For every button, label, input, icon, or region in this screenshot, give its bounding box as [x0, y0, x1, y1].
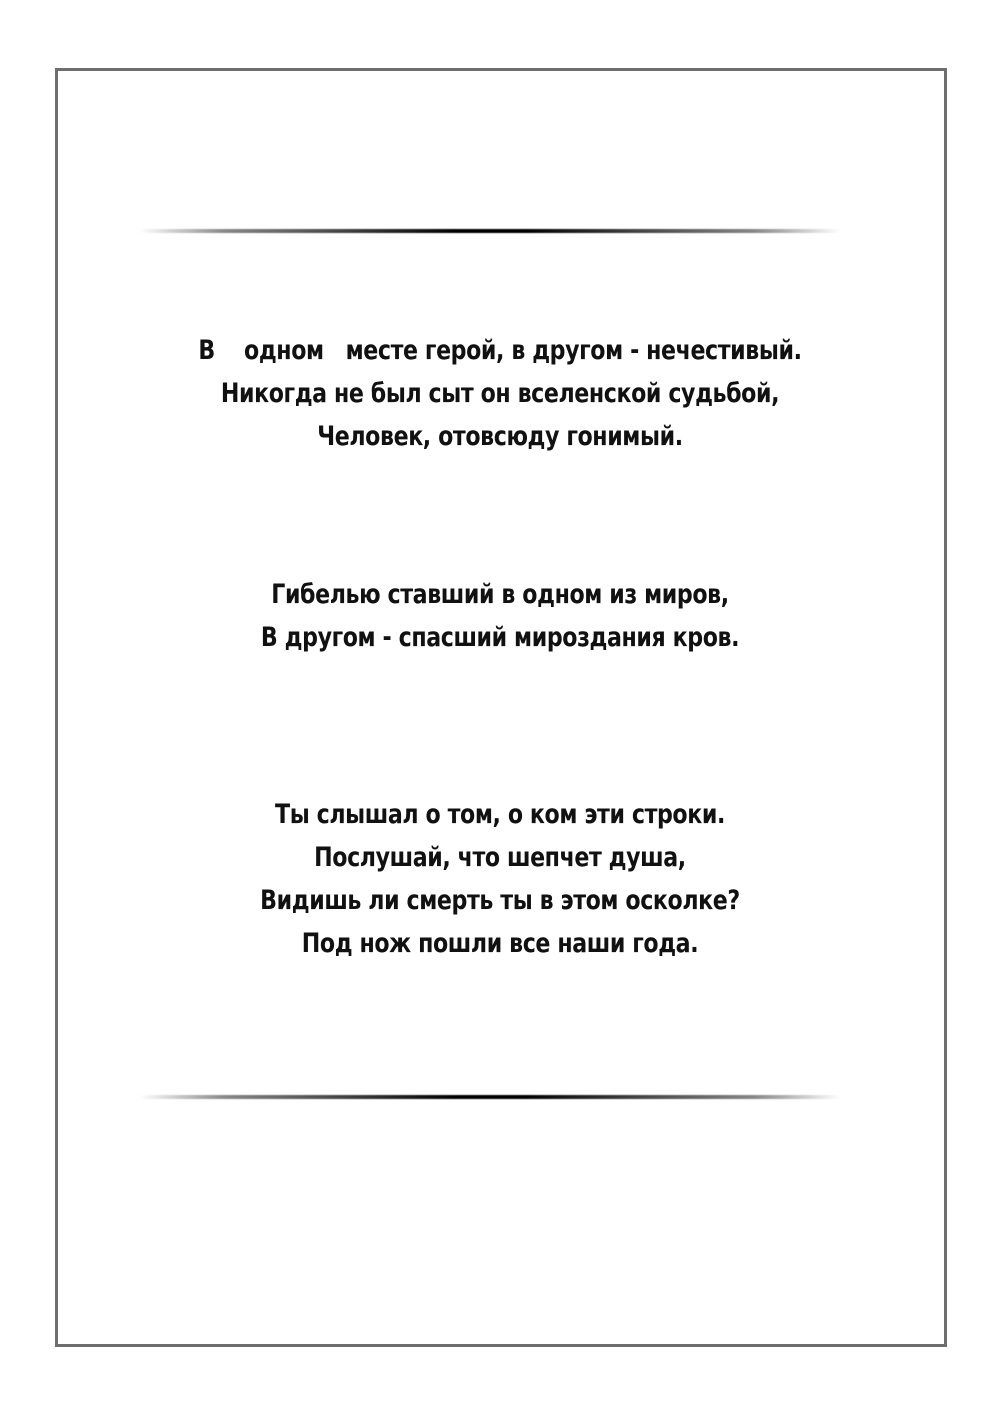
stanza-1	[100, 329, 900, 458]
page-frame	[55, 68, 947, 1347]
top-divider	[140, 229, 840, 233]
stanza-3-line-4: Под нож пошли все наши года.	[301, 928, 699, 959]
stanza-1-line-2: Никогда не был сыт он вселенской судьбой,	[220, 378, 780, 409]
stanza-2-line-2: В другом - спасший мироздания кров.	[260, 622, 740, 653]
stanza-1-line-3: Человек, отовсюду гонимый.	[317, 421, 683, 452]
stanza-2-line-1: Гибелью ставший в одном из миров,	[271, 579, 729, 610]
stanza-3-line-1: Ты слышал о том, о ком эти строки.	[275, 799, 725, 830]
stanza-2	[100, 573, 900, 659]
stanza-3-line-3: Видишь ли смерть ты в этом осколке?	[260, 885, 740, 916]
stanza-3-line-2: Послушай, что шепчет душа,	[314, 842, 686, 873]
stanza-3	[100, 793, 900, 965]
stanza-1-line-1: В одном месте герой, в другом - нечестивый.	[198, 335, 802, 366]
bottom-divider	[140, 1095, 840, 1099]
